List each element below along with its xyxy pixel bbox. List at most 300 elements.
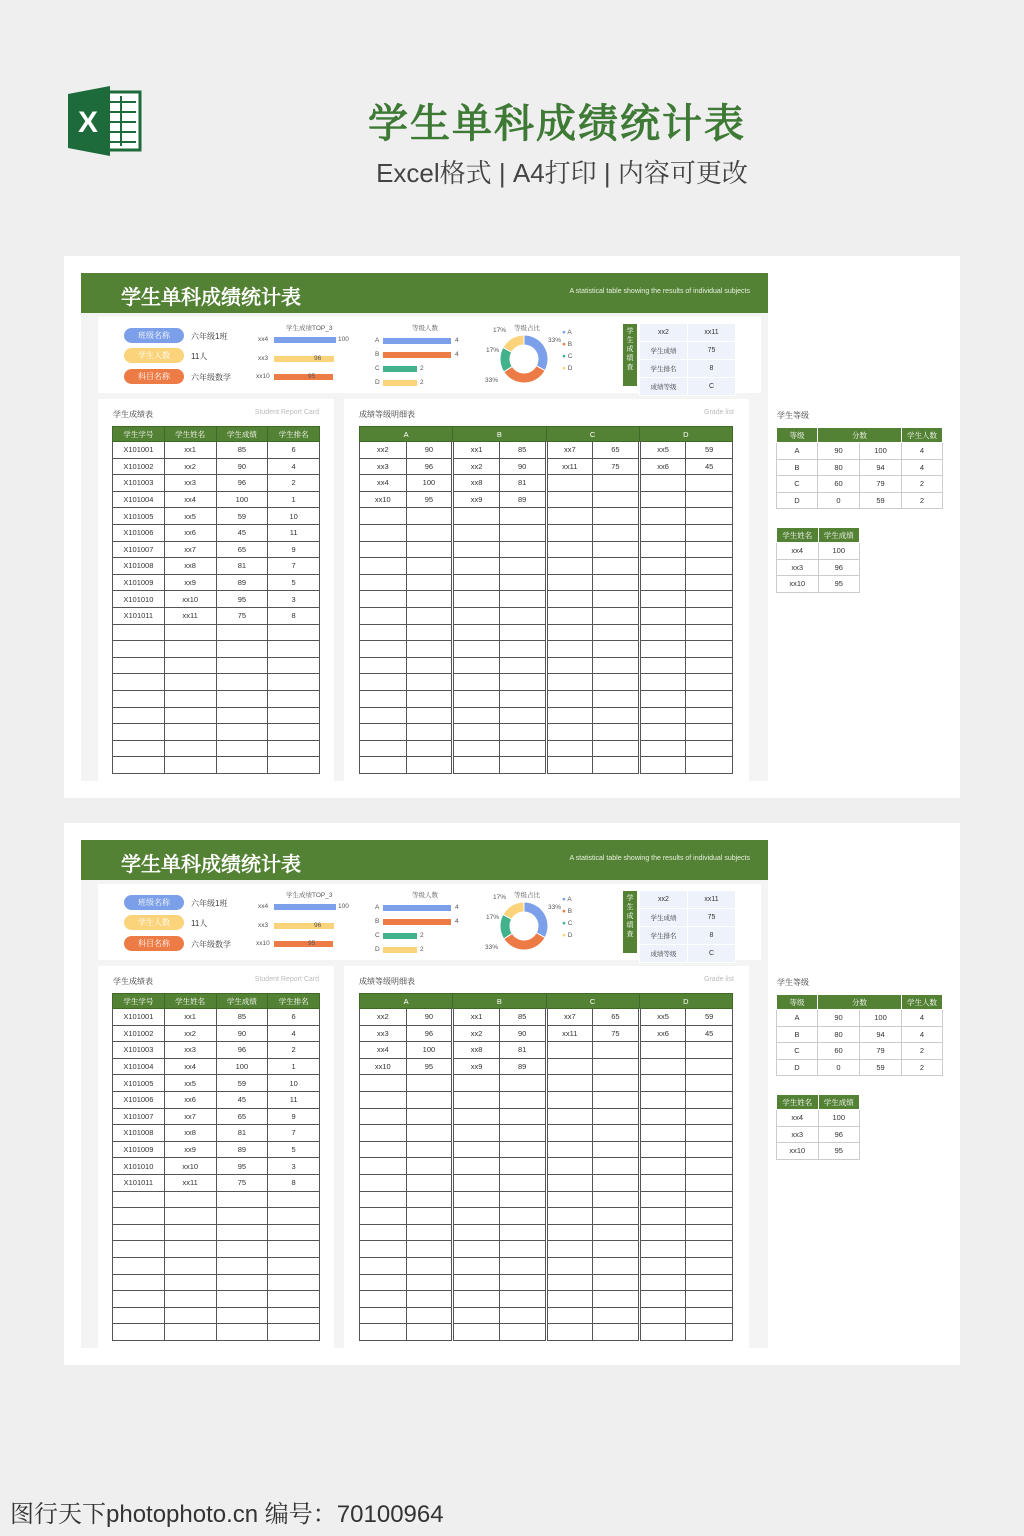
table-cell[interactable] bbox=[639, 724, 686, 741]
table-cell[interactable]: xx11 bbox=[546, 458, 593, 475]
table-cell[interactable] bbox=[453, 541, 500, 558]
table-cell[interactable] bbox=[453, 757, 500, 774]
table-cell[interactable] bbox=[113, 757, 165, 774]
table-cell[interactable]: 3 bbox=[268, 591, 320, 608]
table-cell[interactable] bbox=[593, 1075, 640, 1092]
table-cell[interactable]: 90 bbox=[406, 442, 453, 459]
table-cell[interactable]: 59 bbox=[216, 1075, 268, 1092]
table-cell[interactable] bbox=[639, 475, 686, 492]
table-cell[interactable] bbox=[499, 690, 546, 707]
table-cell[interactable] bbox=[686, 1324, 733, 1341]
table-cell[interactable] bbox=[360, 641, 407, 658]
table-cell[interactable]: 79 bbox=[860, 1043, 902, 1060]
table-cell[interactable] bbox=[268, 724, 320, 741]
table-cell[interactable]: 90 bbox=[216, 1025, 268, 1042]
table-cell[interactable]: X101010 bbox=[113, 1158, 165, 1175]
table-cell[interactable]: 75 bbox=[216, 1174, 268, 1191]
table-cell[interactable] bbox=[453, 1307, 500, 1324]
table-cell[interactable] bbox=[499, 707, 546, 724]
table-cell[interactable] bbox=[164, 690, 216, 707]
table-cell[interactable] bbox=[453, 1291, 500, 1308]
table-cell[interactable]: 11 bbox=[268, 524, 320, 541]
table-cell[interactable] bbox=[360, 1291, 407, 1308]
table-cell[interactable]: 59 bbox=[860, 1059, 902, 1076]
table-cell[interactable] bbox=[686, 1208, 733, 1225]
table-cell[interactable] bbox=[546, 641, 593, 658]
table-cell[interactable] bbox=[499, 1241, 546, 1258]
table-cell[interactable] bbox=[360, 1141, 407, 1158]
table-cell[interactable] bbox=[546, 1307, 593, 1324]
table-cell[interactable] bbox=[499, 1108, 546, 1125]
table-cell[interactable] bbox=[406, 591, 453, 608]
table-cell[interactable] bbox=[639, 1191, 686, 1208]
table-cell[interactable] bbox=[406, 690, 453, 707]
table-cell[interactable] bbox=[686, 574, 733, 591]
table-cell[interactable] bbox=[406, 558, 453, 575]
table-cell[interactable]: 94 bbox=[860, 1026, 902, 1043]
table-cell[interactable] bbox=[639, 641, 686, 658]
table-cell[interactable] bbox=[639, 1208, 686, 1225]
table-cell[interactable]: xx11 bbox=[546, 1025, 593, 1042]
table-cell[interactable] bbox=[360, 591, 407, 608]
table-cell[interactable] bbox=[453, 1075, 500, 1092]
table-cell[interactable] bbox=[546, 757, 593, 774]
table-cell[interactable] bbox=[686, 641, 733, 658]
table-cell[interactable] bbox=[268, 1208, 320, 1225]
table-cell[interactable] bbox=[546, 591, 593, 608]
table-cell[interactable] bbox=[360, 524, 407, 541]
table-cell[interactable]: 90 bbox=[818, 443, 860, 460]
table-cell[interactable]: 81 bbox=[216, 1125, 268, 1142]
table-cell[interactable]: 100 bbox=[818, 1110, 860, 1127]
table-cell[interactable] bbox=[453, 657, 500, 674]
table-cell[interactable] bbox=[499, 740, 546, 757]
table-cell[interactable] bbox=[499, 1307, 546, 1324]
table-cell[interactable] bbox=[216, 757, 268, 774]
table-cell[interactable] bbox=[639, 508, 686, 525]
table-cell[interactable] bbox=[499, 1174, 546, 1191]
table-cell[interactable] bbox=[546, 607, 593, 624]
table-cell[interactable] bbox=[593, 1141, 640, 1158]
table-cell[interactable]: xx4 bbox=[360, 475, 407, 492]
table-cell[interactable]: 95 bbox=[818, 576, 860, 593]
table-cell[interactable] bbox=[453, 574, 500, 591]
table-cell[interactable] bbox=[593, 475, 640, 492]
table-cell[interactable] bbox=[686, 1241, 733, 1258]
table-cell[interactable]: X101003 bbox=[113, 1042, 165, 1059]
table-cell[interactable] bbox=[686, 491, 733, 508]
table-cell[interactable] bbox=[546, 1324, 593, 1341]
table-cell[interactable] bbox=[546, 1274, 593, 1291]
table-cell[interactable] bbox=[686, 1058, 733, 1075]
table-cell[interactable] bbox=[686, 624, 733, 641]
table-cell[interactable] bbox=[639, 1042, 686, 1059]
table-cell[interactable]: 96 bbox=[216, 1042, 268, 1059]
table-cell[interactable] bbox=[164, 724, 216, 741]
table-cell[interactable] bbox=[639, 1224, 686, 1241]
table-cell[interactable] bbox=[499, 1075, 546, 1092]
table-cell[interactable]: 6 bbox=[268, 1009, 320, 1026]
table-cell[interactable]: 89 bbox=[499, 491, 546, 508]
table-cell[interactable] bbox=[406, 757, 453, 774]
table-cell[interactable] bbox=[453, 724, 500, 741]
table-cell[interactable] bbox=[406, 724, 453, 741]
table-cell[interactable] bbox=[216, 657, 268, 674]
table-cell[interactable] bbox=[639, 1174, 686, 1191]
table-cell[interactable] bbox=[593, 641, 640, 658]
table-cell[interactable] bbox=[546, 1108, 593, 1125]
table-cell[interactable] bbox=[406, 1108, 453, 1125]
table-cell[interactable]: xx2 bbox=[453, 1025, 500, 1042]
table-cell[interactable] bbox=[546, 1042, 593, 1059]
table-cell[interactable] bbox=[593, 1058, 640, 1075]
table-cell[interactable]: X101003 bbox=[113, 475, 165, 492]
table-cell[interactable]: C bbox=[777, 476, 818, 493]
table-cell[interactable]: 95 bbox=[216, 591, 268, 608]
table-cell[interactable] bbox=[113, 1307, 165, 1324]
table-cell[interactable]: 7 bbox=[268, 1125, 320, 1142]
table-cell[interactable]: xx2 bbox=[164, 458, 216, 475]
table-cell[interactable] bbox=[164, 657, 216, 674]
table-cell[interactable] bbox=[113, 1191, 165, 1208]
table-cell[interactable] bbox=[268, 707, 320, 724]
table-cell[interactable] bbox=[453, 690, 500, 707]
table-cell[interactable] bbox=[268, 1324, 320, 1341]
table-cell[interactable] bbox=[216, 690, 268, 707]
table-cell[interactable] bbox=[593, 574, 640, 591]
table-cell[interactable] bbox=[499, 541, 546, 558]
table-cell[interactable] bbox=[686, 1141, 733, 1158]
table-cell[interactable] bbox=[406, 674, 453, 691]
table-cell[interactable] bbox=[546, 558, 593, 575]
table-cell[interactable]: 96 bbox=[818, 559, 860, 576]
table-cell[interactable] bbox=[593, 690, 640, 707]
table-cell[interactable]: X101001 bbox=[113, 1009, 165, 1026]
table-cell[interactable] bbox=[113, 1224, 165, 1241]
table-cell[interactable]: 45 bbox=[216, 1091, 268, 1108]
table-cell[interactable] bbox=[499, 674, 546, 691]
table-cell[interactable] bbox=[216, 674, 268, 691]
table-cell[interactable]: xx7 bbox=[164, 1108, 216, 1125]
table-cell[interactable]: 6 bbox=[268, 442, 320, 459]
table-cell[interactable] bbox=[113, 1208, 165, 1225]
table-cell[interactable] bbox=[268, 1224, 320, 1241]
table-cell[interactable] bbox=[686, 1075, 733, 1092]
table-cell[interactable]: 85 bbox=[216, 1009, 268, 1026]
table-cell[interactable] bbox=[216, 1224, 268, 1241]
table-cell[interactable] bbox=[499, 724, 546, 741]
table-cell[interactable] bbox=[360, 740, 407, 757]
table-cell[interactable] bbox=[113, 1274, 165, 1291]
table-cell[interactable] bbox=[499, 1208, 546, 1225]
table-cell[interactable] bbox=[268, 740, 320, 757]
table-cell[interactable] bbox=[593, 1158, 640, 1175]
table-cell[interactable]: 10 bbox=[268, 508, 320, 525]
table-cell[interactable]: 2 bbox=[902, 476, 943, 493]
table-cell[interactable] bbox=[546, 1075, 593, 1092]
table-cell[interactable]: 0 bbox=[818, 1059, 860, 1076]
table-cell[interactable] bbox=[268, 1307, 320, 1324]
table-cell[interactable] bbox=[113, 707, 165, 724]
table-cell[interactable] bbox=[639, 607, 686, 624]
table-cell[interactable]: xx3 bbox=[164, 1042, 216, 1059]
table-cell[interactable] bbox=[593, 740, 640, 757]
table-cell[interactable]: 65 bbox=[593, 442, 640, 459]
table-cell[interactable] bbox=[686, 1257, 733, 1274]
table-cell[interactable] bbox=[639, 624, 686, 641]
table-cell[interactable] bbox=[639, 541, 686, 558]
table-cell[interactable]: 0 bbox=[818, 492, 860, 509]
table-cell[interactable]: xx10 bbox=[777, 576, 819, 593]
table-cell[interactable] bbox=[268, 1191, 320, 1208]
table-cell[interactable] bbox=[686, 657, 733, 674]
table-cell[interactable]: 81 bbox=[499, 475, 546, 492]
table-cell[interactable] bbox=[546, 1174, 593, 1191]
table-cell[interactable]: 59 bbox=[216, 508, 268, 525]
table-cell[interactable] bbox=[546, 740, 593, 757]
table-cell[interactable] bbox=[406, 641, 453, 658]
table-cell[interactable]: B bbox=[777, 459, 818, 476]
table-cell[interactable]: xx1 bbox=[164, 442, 216, 459]
table-cell[interactable] bbox=[686, 1042, 733, 1059]
table-cell[interactable]: 7 bbox=[268, 558, 320, 575]
table-cell[interactable] bbox=[686, 690, 733, 707]
table-cell[interactable] bbox=[406, 508, 453, 525]
table-cell[interactable]: X101004 bbox=[113, 491, 165, 508]
table-cell[interactable] bbox=[406, 1208, 453, 1225]
table-cell[interactable] bbox=[593, 1307, 640, 1324]
table-cell[interactable]: xx6 bbox=[639, 458, 686, 475]
table-cell[interactable] bbox=[686, 1158, 733, 1175]
table-cell[interactable] bbox=[216, 641, 268, 658]
table-cell[interactable]: 100 bbox=[818, 543, 860, 560]
table-cell[interactable] bbox=[546, 541, 593, 558]
table-cell[interactable] bbox=[639, 491, 686, 508]
table-cell[interactable] bbox=[499, 1141, 546, 1158]
table-cell[interactable] bbox=[639, 1125, 686, 1142]
table-cell[interactable]: 89 bbox=[216, 1141, 268, 1158]
table-cell[interactable] bbox=[406, 707, 453, 724]
table-cell[interactable] bbox=[639, 707, 686, 724]
table-cell[interactable]: 9 bbox=[268, 541, 320, 558]
table-cell[interactable]: 85 bbox=[499, 1009, 546, 1026]
table-cell[interactable] bbox=[406, 1174, 453, 1191]
table-cell[interactable]: 5 bbox=[268, 574, 320, 591]
table-cell[interactable]: 4 bbox=[268, 1025, 320, 1042]
table-cell[interactable] bbox=[453, 1125, 500, 1142]
table-cell[interactable]: xx2 bbox=[453, 458, 500, 475]
table-cell[interactable] bbox=[686, 1174, 733, 1191]
table-cell[interactable]: xx6 bbox=[639, 1025, 686, 1042]
table-cell[interactable] bbox=[546, 690, 593, 707]
table-cell[interactable]: 90 bbox=[216, 458, 268, 475]
table-cell[interactable] bbox=[216, 1191, 268, 1208]
table-cell[interactable] bbox=[546, 1257, 593, 1274]
table-cell[interactable] bbox=[593, 1125, 640, 1142]
table-cell[interactable]: 4 bbox=[902, 1010, 943, 1027]
lookup-key[interactable]: xx2 bbox=[640, 891, 688, 909]
table-cell[interactable] bbox=[360, 1091, 407, 1108]
table-cell[interactable] bbox=[546, 674, 593, 691]
table-cell[interactable] bbox=[593, 1091, 640, 1108]
table-cell[interactable] bbox=[686, 1307, 733, 1324]
table-cell[interactable] bbox=[499, 1125, 546, 1142]
table-cell[interactable] bbox=[360, 690, 407, 707]
table-cell[interactable]: xx8 bbox=[453, 475, 500, 492]
table-cell[interactable] bbox=[453, 524, 500, 541]
table-cell[interactable]: 65 bbox=[593, 1009, 640, 1026]
table-cell[interactable] bbox=[686, 1091, 733, 1108]
table-cell[interactable] bbox=[546, 1091, 593, 1108]
table-cell[interactable]: xx10 bbox=[164, 591, 216, 608]
table-cell[interactable] bbox=[406, 1075, 453, 1092]
table-cell[interactable]: 95 bbox=[818, 1143, 860, 1160]
table-cell[interactable] bbox=[406, 1141, 453, 1158]
table-cell[interactable] bbox=[593, 1291, 640, 1308]
table-cell[interactable] bbox=[499, 524, 546, 541]
table-cell[interactable]: xx2 bbox=[164, 1025, 216, 1042]
table-cell[interactable] bbox=[164, 740, 216, 757]
table-cell[interactable] bbox=[639, 1241, 686, 1258]
table-cell[interactable] bbox=[639, 1141, 686, 1158]
table-cell[interactable] bbox=[216, 1324, 268, 1341]
table-cell[interactable] bbox=[360, 1208, 407, 1225]
table-cell[interactable] bbox=[406, 607, 453, 624]
table-cell[interactable] bbox=[360, 707, 407, 724]
table-cell[interactable] bbox=[686, 541, 733, 558]
table-cell[interactable]: 94 bbox=[860, 459, 902, 476]
table-cell[interactable] bbox=[686, 591, 733, 608]
table-cell[interactable] bbox=[216, 707, 268, 724]
table-cell[interactable]: X101006 bbox=[113, 524, 165, 541]
table-cell[interactable]: 59 bbox=[860, 492, 902, 509]
table-cell[interactable] bbox=[360, 541, 407, 558]
table-cell[interactable] bbox=[499, 757, 546, 774]
table-cell[interactable] bbox=[453, 1274, 500, 1291]
table-cell[interactable]: 95 bbox=[406, 1058, 453, 1075]
table-cell[interactable] bbox=[406, 1158, 453, 1175]
table-cell[interactable]: 100 bbox=[406, 1042, 453, 1059]
table-cell[interactable] bbox=[360, 1307, 407, 1324]
table-cell[interactable]: X101004 bbox=[113, 1058, 165, 1075]
table-cell[interactable]: 45 bbox=[216, 524, 268, 541]
table-cell[interactable] bbox=[499, 1191, 546, 1208]
table-cell[interactable]: xx2 bbox=[360, 1009, 407, 1026]
table-cell[interactable]: xx5 bbox=[164, 508, 216, 525]
table-cell[interactable]: 59 bbox=[686, 442, 733, 459]
table-cell[interactable] bbox=[639, 558, 686, 575]
table-cell[interactable] bbox=[499, 508, 546, 525]
table-cell[interactable] bbox=[360, 1158, 407, 1175]
table-cell[interactable] bbox=[164, 1208, 216, 1225]
table-cell[interactable] bbox=[639, 1324, 686, 1341]
table-cell[interactable]: xx11 bbox=[164, 607, 216, 624]
table-cell[interactable]: X101008 bbox=[113, 1125, 165, 1142]
table-cell[interactable] bbox=[268, 1241, 320, 1258]
table-cell[interactable]: 100 bbox=[860, 1010, 902, 1027]
table-cell[interactable]: xx8 bbox=[164, 558, 216, 575]
table-cell[interactable]: xx8 bbox=[164, 1125, 216, 1142]
table-cell[interactable]: 90 bbox=[818, 1010, 860, 1027]
table-cell[interactable]: 81 bbox=[216, 558, 268, 575]
table-cell[interactable]: 9 bbox=[268, 1108, 320, 1125]
table-cell[interactable]: xx10 bbox=[777, 1143, 819, 1160]
table-cell[interactable]: 2 bbox=[902, 1043, 943, 1060]
table-cell[interactable]: 75 bbox=[216, 607, 268, 624]
table-cell[interactable]: xx6 bbox=[164, 1091, 216, 1108]
table-cell[interactable] bbox=[639, 1307, 686, 1324]
lookup-key[interactable]: xx2 bbox=[640, 324, 688, 342]
table-cell[interactable] bbox=[406, 541, 453, 558]
table-cell[interactable]: 96 bbox=[216, 475, 268, 492]
table-cell[interactable] bbox=[216, 624, 268, 641]
table-cell[interactable]: xx9 bbox=[164, 1141, 216, 1158]
table-cell[interactable] bbox=[113, 641, 165, 658]
table-cell[interactable] bbox=[164, 1241, 216, 1258]
table-cell[interactable]: 90 bbox=[499, 458, 546, 475]
table-cell[interactable] bbox=[453, 641, 500, 658]
table-cell[interactable]: X101010 bbox=[113, 591, 165, 608]
table-cell[interactable] bbox=[360, 1241, 407, 1258]
table-cell[interactable] bbox=[406, 657, 453, 674]
table-cell[interactable] bbox=[453, 607, 500, 624]
table-cell[interactable]: xx7 bbox=[546, 1009, 593, 1026]
table-cell[interactable] bbox=[453, 624, 500, 641]
table-cell[interactable] bbox=[639, 574, 686, 591]
table-cell[interactable]: xx1 bbox=[164, 1009, 216, 1026]
table-cell[interactable] bbox=[593, 1324, 640, 1341]
table-cell[interactable] bbox=[360, 1274, 407, 1291]
table-cell[interactable]: 80 bbox=[818, 1026, 860, 1043]
table-cell[interactable]: X101002 bbox=[113, 1025, 165, 1042]
table-cell[interactable] bbox=[360, 1075, 407, 1092]
table-cell[interactable] bbox=[546, 707, 593, 724]
table-cell[interactable] bbox=[686, 508, 733, 525]
table-cell[interactable]: xx3 bbox=[164, 475, 216, 492]
table-cell[interactable] bbox=[546, 1058, 593, 1075]
table-cell[interactable]: xx4 bbox=[777, 1110, 819, 1127]
table-cell[interactable] bbox=[164, 1324, 216, 1341]
table-cell[interactable] bbox=[639, 1257, 686, 1274]
table-cell[interactable] bbox=[216, 1241, 268, 1258]
table-cell[interactable] bbox=[546, 1191, 593, 1208]
table-cell[interactable] bbox=[360, 674, 407, 691]
table-cell[interactable] bbox=[639, 1058, 686, 1075]
table-cell[interactable] bbox=[453, 1224, 500, 1241]
table-cell[interactable] bbox=[686, 1108, 733, 1125]
table-cell[interactable] bbox=[639, 757, 686, 774]
table-cell[interactable]: xx4 bbox=[360, 1042, 407, 1059]
table-cell[interactable] bbox=[113, 740, 165, 757]
table-cell[interactable] bbox=[360, 558, 407, 575]
table-cell[interactable]: 45 bbox=[686, 1025, 733, 1042]
table-cell[interactable]: xx4 bbox=[777, 543, 819, 560]
table-cell[interactable] bbox=[593, 558, 640, 575]
table-cell[interactable] bbox=[216, 1208, 268, 1225]
table-cell[interactable]: xx3 bbox=[360, 458, 407, 475]
table-cell[interactable]: 2 bbox=[268, 475, 320, 492]
table-cell[interactable] bbox=[216, 1291, 268, 1308]
table-cell[interactable]: 85 bbox=[499, 442, 546, 459]
table-cell[interactable] bbox=[593, 1042, 640, 1059]
table-cell[interactable] bbox=[499, 1324, 546, 1341]
table-cell[interactable] bbox=[164, 1257, 216, 1274]
table-cell[interactable] bbox=[113, 624, 165, 641]
table-cell[interactable] bbox=[499, 574, 546, 591]
table-cell[interactable]: 2 bbox=[902, 492, 943, 509]
table-cell[interactable] bbox=[406, 1241, 453, 1258]
table-cell[interactable]: xx5 bbox=[164, 1075, 216, 1092]
